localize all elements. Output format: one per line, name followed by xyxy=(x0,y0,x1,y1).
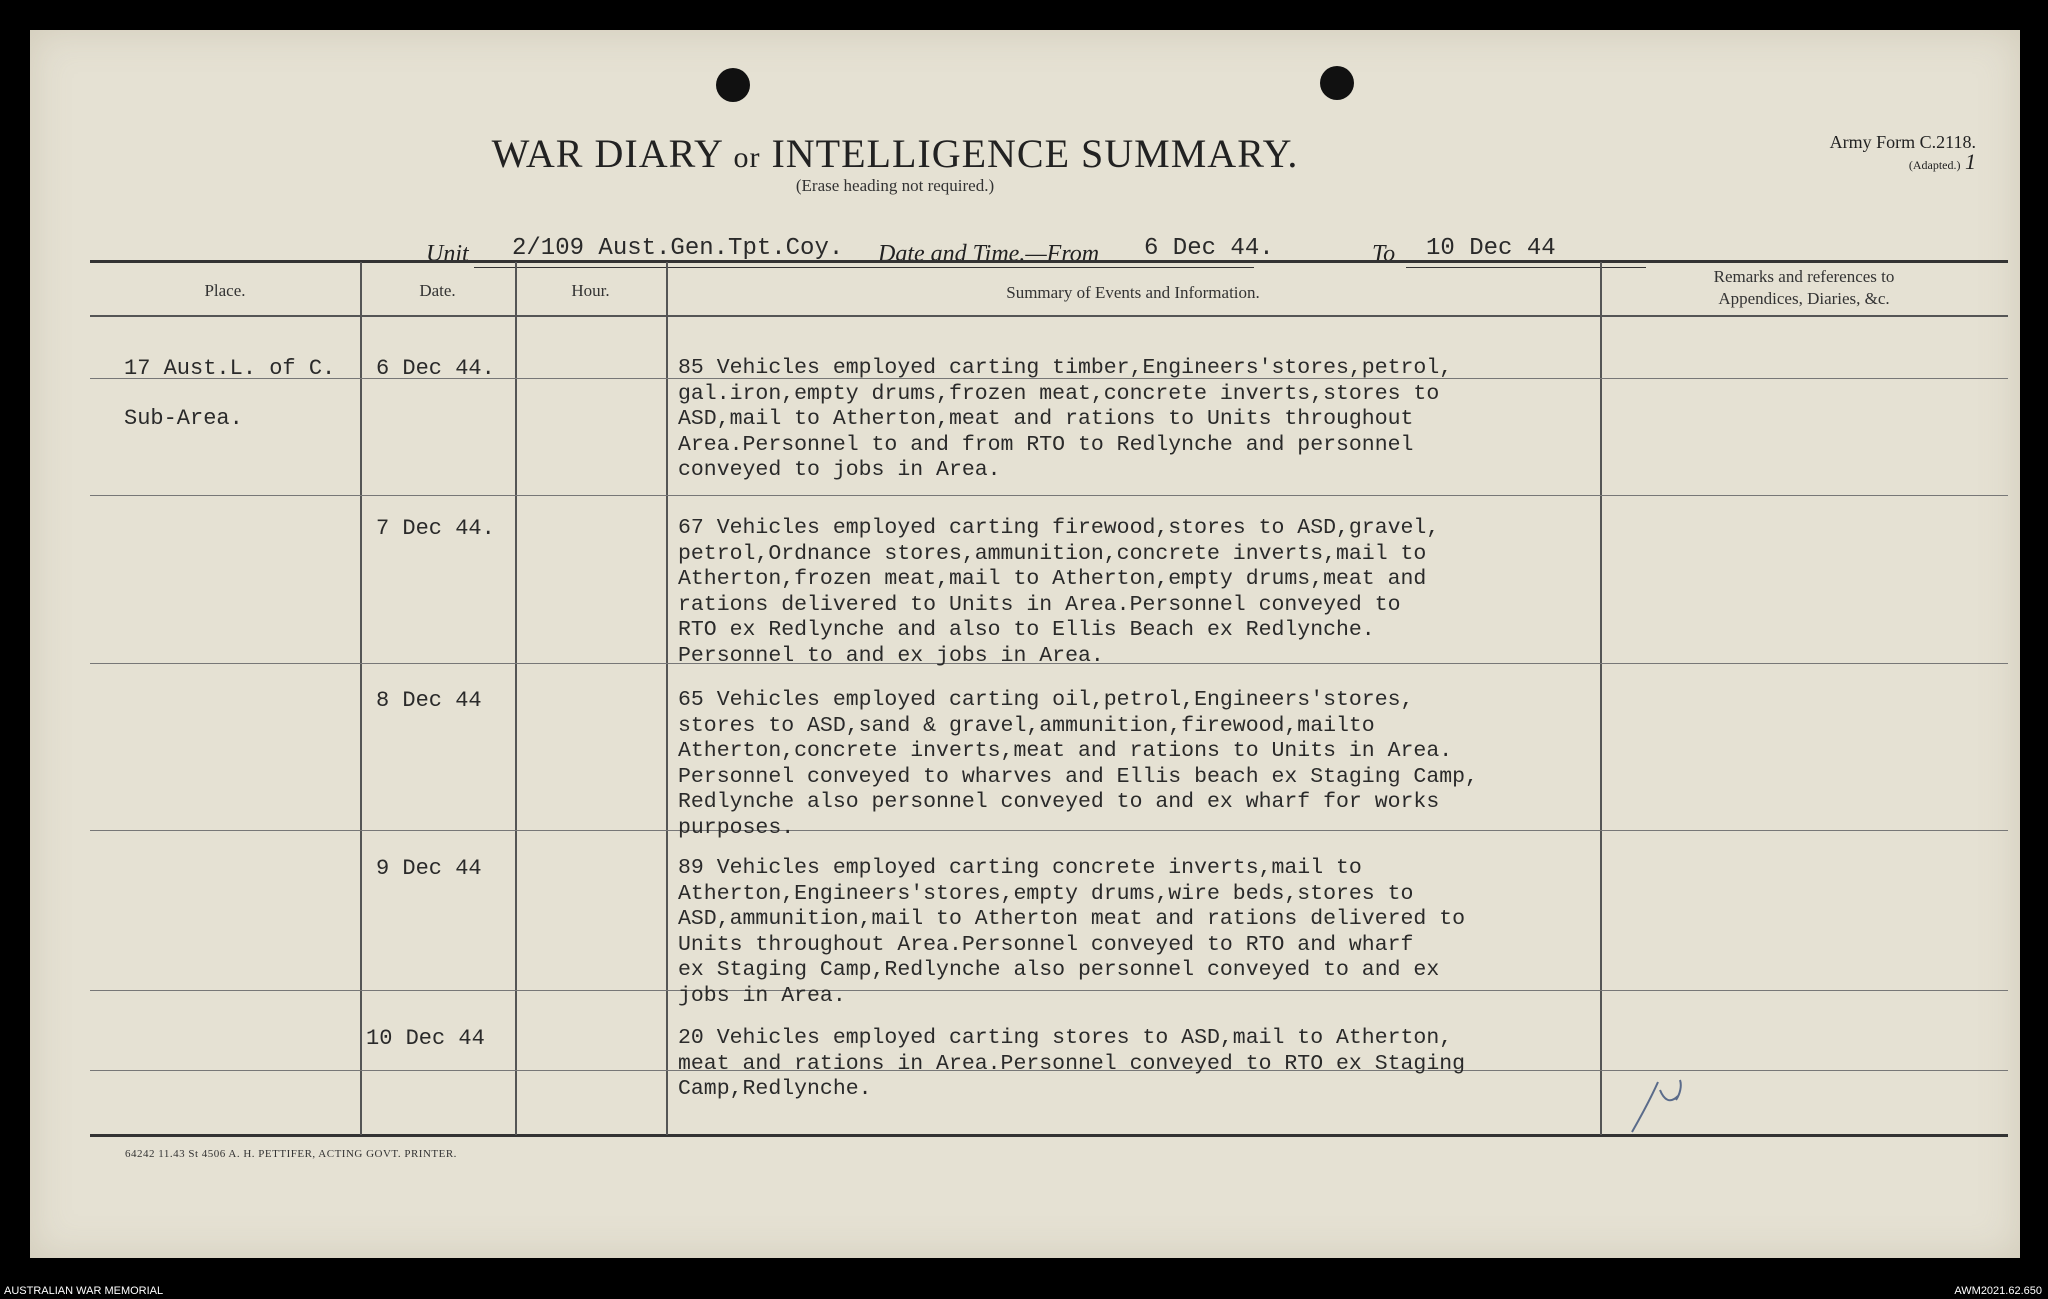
summary-line: ASD,ammunition,mail to Atherton meat and rations delivered to xyxy=(678,907,1466,931)
summary-line: Atherton,Engineers'stores,empty drums,wire beds,stores to xyxy=(678,881,1414,906)
summary-line: petrol,Ordnance stores,ammunition,concrete inverts,mail to xyxy=(678,541,1427,566)
place-line2: Sub-Area. xyxy=(124,406,243,431)
summary-line: Atherton,concrete inverts,meat and rations to Units in Area. xyxy=(678,739,1453,763)
entry-date: 8 Dec 44 xyxy=(376,688,482,713)
army-form-number xyxy=(1830,132,1976,175)
summary-line: Redlynche also personnel conveyed to and ex wharf for works xyxy=(678,790,1440,814)
table-top-rule xyxy=(90,260,2008,263)
unit-underline xyxy=(474,267,1254,268)
entry-summary xyxy=(678,856,1628,1009)
unit-value: 2/109 Aust.Gen.Tpt.Coy. xyxy=(512,235,844,262)
title-intelligence-summary: INTELLIGENCE SUMMARY. xyxy=(771,131,1299,176)
page-mark: 1 xyxy=(1965,149,1976,174)
summary-line: 67 Vehicles employed carting firewood,stores to ASD,gravel, xyxy=(678,516,1440,540)
to-label: To xyxy=(1372,241,1396,267)
summary-line: Personnel to and ex jobs in Area. xyxy=(678,643,1104,668)
from-date-value: 6 Dec 44. xyxy=(1144,235,1274,262)
date-time-label: Date and Time.—From xyxy=(878,241,1100,267)
col-divider-hour xyxy=(666,262,668,1135)
summary-line: RTO ex Redlynche and also to Ellis Beach ex Redlynche. xyxy=(678,618,1375,642)
punch-hole-left xyxy=(716,68,750,102)
col-divider-date xyxy=(515,262,517,1135)
summary-line: Atherton,frozen meat,mail to Atherton,empty drums,meat and xyxy=(678,567,1427,591)
summary-line: stores to ASD,sand & gravel,ammunition,firewood,mailto xyxy=(678,713,1375,738)
war-diary-sheet xyxy=(30,30,2020,1258)
form-title xyxy=(0,130,1890,177)
entry-date: 6 Dec 44. xyxy=(376,356,495,381)
summary-line: gal.iron,empty drums,frozen meat,concrete inverts,stores to xyxy=(678,381,1440,406)
summary-line: 65 Vehicles employed carting oil,petrol,Engineers'stores, xyxy=(678,688,1414,712)
printer-line: 64242 11.43 St 4506 A. H. PETTIFER, ACTING GOVT. PRINTER. xyxy=(125,1148,457,1160)
summary-line: 20 Vehicles employed carting stores to ASD,mail to Atherton, xyxy=(678,1026,1453,1050)
header-remarks-line2: Appendices, Diaries, &c. xyxy=(1718,289,1890,308)
entry-date: 10 Dec 44 xyxy=(366,1026,485,1051)
header-summary: Summary of Events and Information. xyxy=(1006,283,1260,302)
unit-label: Unit xyxy=(426,241,469,267)
summary-line: Area.Personnel to and from RTO to Redlynche and personnel xyxy=(678,432,1414,457)
header-bottom-rule xyxy=(90,315,2008,317)
summary-line: ASD,mail to Atherton,meat and rations to Units throughout xyxy=(678,407,1414,431)
title-or: or xyxy=(733,141,761,174)
header-hour: Hour. xyxy=(571,281,610,300)
summary-line: 85 Vehicles employed carting timber,Engineers'stores,petrol, xyxy=(678,356,1453,380)
col-divider-place xyxy=(360,262,362,1135)
to-date-value: 10 Dec 44 xyxy=(1426,235,1556,262)
entry-summary xyxy=(678,356,1628,484)
entry-summary xyxy=(678,1026,1628,1103)
place-line1: 17 Aust.L. of C. xyxy=(124,356,336,381)
punch-hole-right xyxy=(1320,66,1354,100)
summary-line: Units throughout Area.Personnel conveyed to RTO and wharf xyxy=(678,932,1414,957)
summary-line: rations delivered to Units in Area.Personnel conveyed to xyxy=(678,592,1401,617)
header-remarks xyxy=(1600,266,2008,310)
summary-line: meat and rations in Area.Personnel conveyed to RTO ex Staging xyxy=(678,1051,1466,1076)
adapted-label: (Adapted.) xyxy=(1908,158,1961,172)
entry-date: 7 Dec 44. xyxy=(376,516,495,541)
title-war-diary: WAR DIARY xyxy=(491,131,723,176)
ruled-line xyxy=(90,495,2008,496)
summary-line: 89 Vehicles employed carting concrete inverts,mail to xyxy=(678,856,1362,880)
entry-summary xyxy=(678,516,1628,669)
summary-line: ex Staging Camp,Redlynche also personnel conveyed to and ex xyxy=(678,958,1440,982)
header-remarks-line1: Remarks and references to xyxy=(1713,267,1895,286)
header-date: Date. xyxy=(419,281,456,300)
army-form-label: Army Form C.2118. xyxy=(1829,132,1976,152)
summary-line: jobs in Area. xyxy=(678,983,846,1008)
summary-line: Camp,Redlynche. xyxy=(678,1077,872,1101)
entry-date: 9 Dec 44 xyxy=(376,856,482,881)
header-place: Place. xyxy=(204,281,246,300)
summary-line: conveyed to jobs in Area. xyxy=(678,458,1001,482)
handwritten-initials xyxy=(1620,1060,1700,1140)
summary-line: Personnel conveyed to wharves and Ellis beach ex Staging Camp, xyxy=(678,764,1478,789)
archive-reference: AWM2021.62.650 xyxy=(1954,1285,2042,1297)
summary-line: purposes. xyxy=(678,815,795,840)
table-bottom-rule xyxy=(90,1134,2008,1137)
form-subtitle: (Erase heading not required.) xyxy=(795,176,995,195)
entry-summary xyxy=(678,688,1628,841)
archive-credit: AUSTRALIAN WAR MEMORIAL xyxy=(4,1285,164,1297)
